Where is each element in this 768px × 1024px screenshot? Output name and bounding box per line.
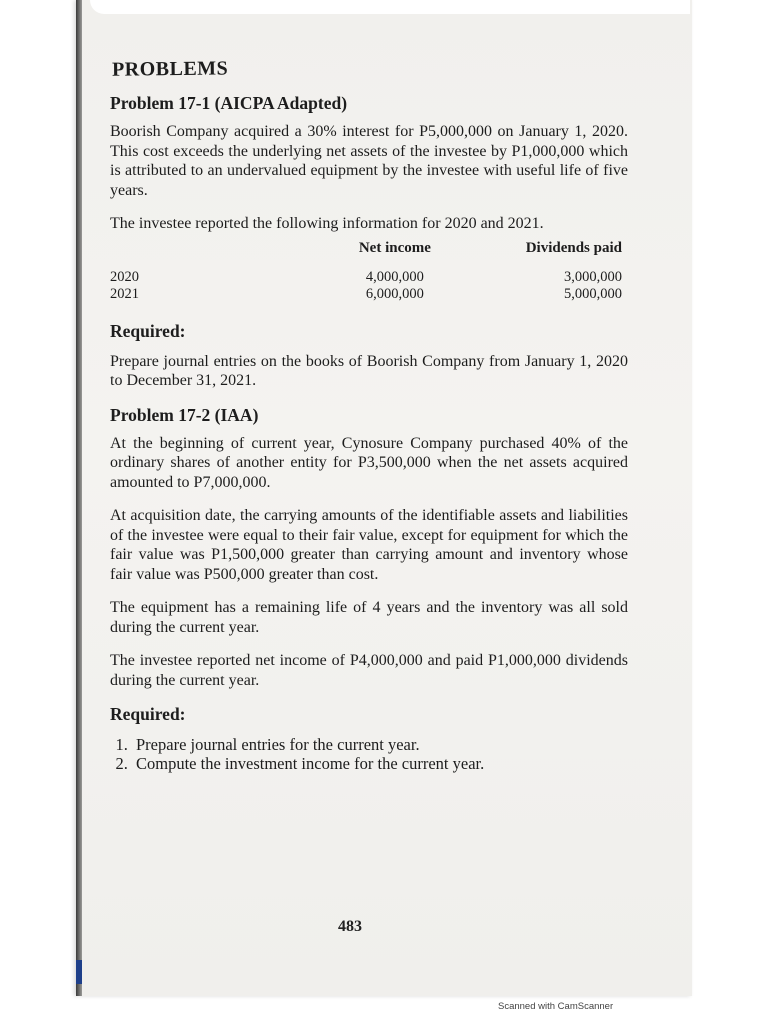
table-row xyxy=(110,269,628,286)
table-header-year xyxy=(110,240,317,269)
investee-info-table xyxy=(110,240,628,303)
problem-17-1-paragraph-1: Boorish Company acquired a 30% interest for P5,000,000 on January 1, 2020. This cost exceeds the underlying net assets of the investee by P1,000,000 which is attributed to an undervalued equipment by the investee with useful life of five years. xyxy=(110,123,628,199)
problem-17-2-paragraph-3: The equipment has a remaining life of 4 years and the inventory was all sold during the current year. xyxy=(110,599,628,636)
row-dividends: 5,000,000 xyxy=(564,285,622,302)
problem-17-2-title: Problem 17-2 (IAA) xyxy=(110,404,259,425)
problem-17-2-paragraph-2: At acquisition date, the carrying amounts of the identifiable assets and liabilities of the investee were equal to their fair value, except for equipment for which the fair value was P1,500,000 greater than carrying amount and inventory whose fair value was P500,000 greater than cost. xyxy=(110,507,628,583)
section-title: PROBLEMS xyxy=(111,57,229,81)
table-header-row xyxy=(110,240,628,269)
problem-17-1-paragraph-2: The investee reported the following information for 2020 and 2021. xyxy=(110,215,544,232)
blue-bookmark-edge xyxy=(76,960,82,984)
row-net-income: 6,000,000 xyxy=(365,285,424,302)
problem-17-2-paragraph-4: The investee reported net income of P4,000,000 and paid P1,000,000 dividends during the current year. xyxy=(110,652,628,689)
page-content xyxy=(110,56,628,773)
problem-17-1-required-text: Prepare journal entries on the books of Boorish Company from January 1, 2020 to December 31, 2021. xyxy=(110,352,628,389)
problem-17-1-title: Problem 17-1 (AICPA Adapted) xyxy=(110,93,348,113)
problem-17-2-required-label: Required: xyxy=(110,704,186,724)
page-top-edge xyxy=(90,0,690,14)
row-dividends: 3,000,000 xyxy=(564,268,622,285)
row-net-income: 4,000,000 xyxy=(365,268,424,285)
problem-17-1-required-label: Required: xyxy=(110,320,186,341)
table-row xyxy=(110,286,628,303)
scanner-watermark: Scanned with CamScanner xyxy=(498,1001,614,1012)
problem-17-2-paragraph-1: At the beginning of current year, Cynosure Company purchased 40% of the ordinary shares of another entity for P3,500,000 when the net assets acquired amounted to P7,000,000. xyxy=(110,434,628,491)
row-year: 2021 xyxy=(110,285,139,302)
table-header-dividends: Dividends paid xyxy=(525,239,622,256)
list-item: 2. Compute the investment income for the current year. xyxy=(132,754,628,773)
requirements-list xyxy=(110,735,628,773)
list-item: 1. Prepare journal entries for the current year. xyxy=(132,735,628,754)
table-header-net-income: Net income xyxy=(358,239,431,256)
row-year: 2020 xyxy=(110,268,139,285)
book-spine xyxy=(76,0,82,996)
page-number: 483 xyxy=(338,918,362,935)
